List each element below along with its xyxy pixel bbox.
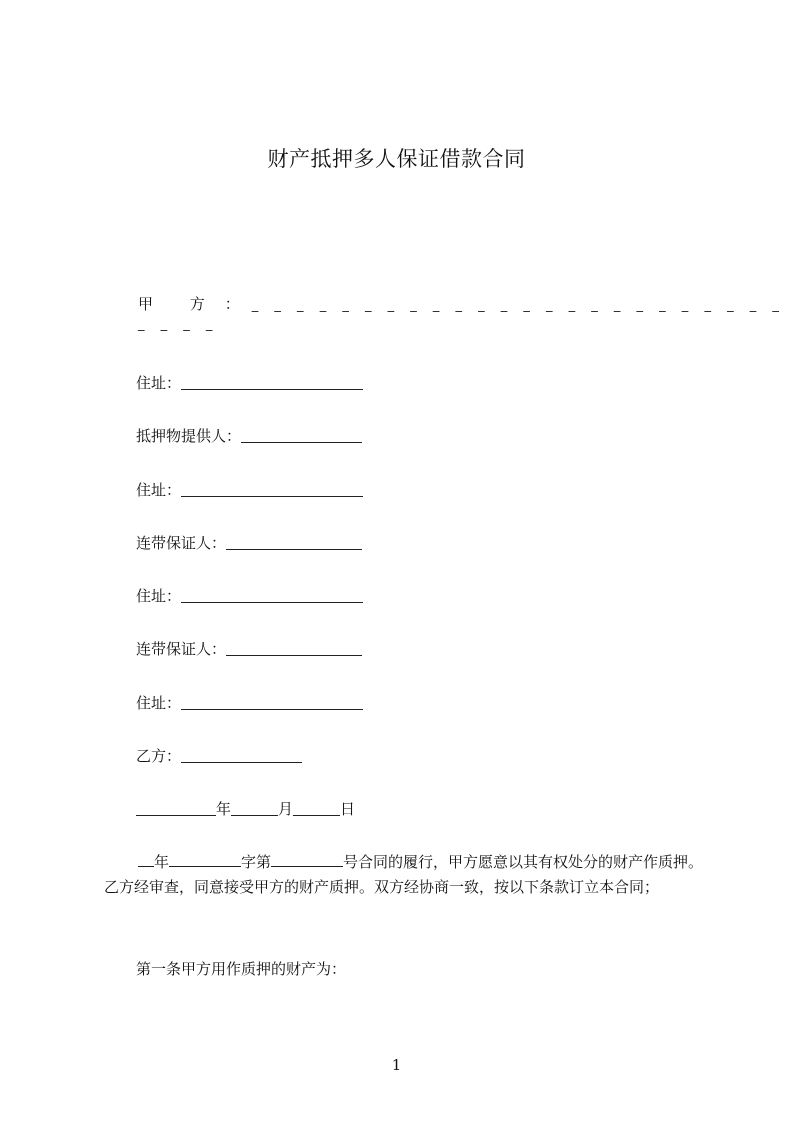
date-line xyxy=(136,798,355,819)
address-field xyxy=(136,585,363,606)
address-field xyxy=(136,692,363,713)
fill-in-line xyxy=(136,801,216,816)
page-title: 财产抵押多人保证借款合同 xyxy=(267,147,526,171)
field-label: 住址： xyxy=(136,481,182,499)
year-label: 年 xyxy=(216,800,232,818)
fill-in-line xyxy=(138,852,154,867)
fill-in-line xyxy=(226,641,362,656)
fill-in-line xyxy=(169,852,241,867)
party-a-label: 甲 方 xyxy=(138,295,221,313)
fill-in-line xyxy=(271,852,343,867)
mortgage-provider-field xyxy=(136,425,362,446)
address-field xyxy=(136,372,363,393)
field-label: 乙方： xyxy=(136,747,182,765)
month-label: 月 xyxy=(278,800,294,818)
fill-in-line xyxy=(226,535,362,550)
field-label: 住址： xyxy=(136,587,182,605)
fill-in-line xyxy=(181,482,363,497)
address-field xyxy=(136,479,363,500)
field-label: 住址： xyxy=(136,374,182,392)
preamble-text: 年 xyxy=(154,853,170,871)
party-a-line xyxy=(138,293,793,332)
field-label: 连带保证人： xyxy=(136,640,227,658)
party-a-colon: ： xyxy=(224,295,240,313)
fill-in-line xyxy=(241,428,362,443)
guarantor-field xyxy=(136,532,362,553)
preamble-text: 字第 xyxy=(241,853,272,871)
party-a-blank: _ _ _ _ _ _ _ _ _ _ _ _ _ _ _ _ _ _ _ _ _ _ _ _ _ _ _ _ xyxy=(138,298,785,332)
page-number: 1 xyxy=(391,1056,402,1074)
guarantor-field xyxy=(136,638,362,659)
article-1: 第一条甲方用作质押的财产为： xyxy=(136,960,347,978)
fill-in-line xyxy=(181,375,363,390)
fill-in-line xyxy=(231,801,278,816)
preamble-paragraph xyxy=(104,850,716,900)
fill-in-line xyxy=(181,695,363,710)
preamble-text: 号合同的履行，甲方愿意以其有权处分的财产作质押。乙方经审查，同意接受甲方的财产质押。双方经协商一致，按以下条款订立本合同； xyxy=(104,853,704,896)
fill-in-line xyxy=(181,748,302,763)
day-label: 日 xyxy=(340,800,356,818)
field-label: 住址： xyxy=(136,694,182,712)
party-b-field xyxy=(136,745,302,766)
field-label: 连带保证人： xyxy=(136,534,227,552)
fill-in-line xyxy=(181,588,363,603)
fill-in-line xyxy=(293,801,340,816)
field-label: 抵押物提供人： xyxy=(136,427,242,445)
